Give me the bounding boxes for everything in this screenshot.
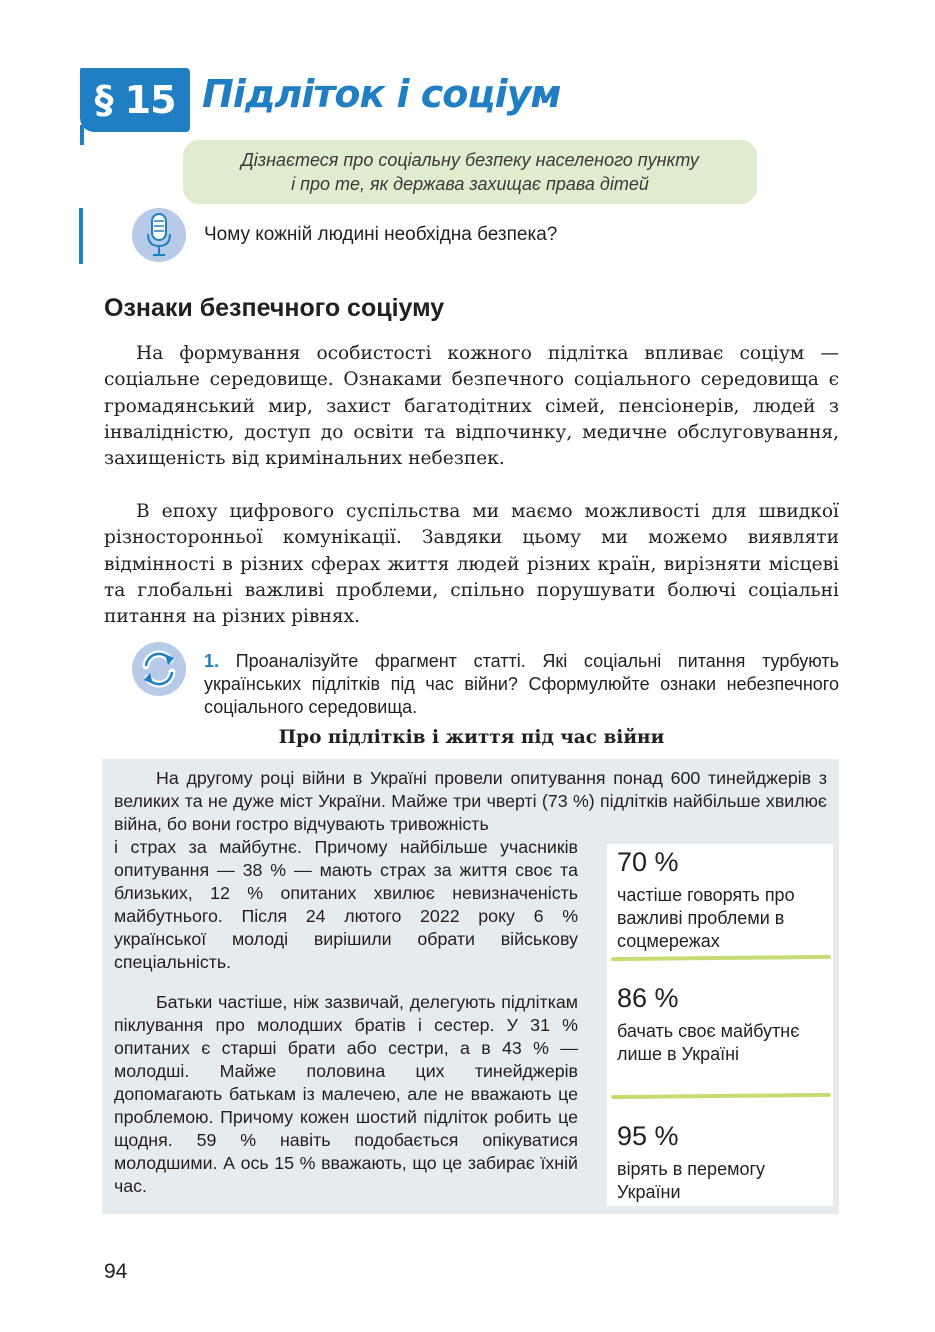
chapter-title: Підліток і соціум: [202, 72, 561, 116]
stat-description: вірять в перемогу України: [617, 1159, 766, 1202]
stat-value: 86 %: [617, 983, 679, 1013]
stat-item: [617, 982, 831, 1066]
body-paragraph-2: [104, 499, 839, 630]
refresh-arrows-icon: [132, 642, 186, 696]
task-1: [204, 650, 839, 719]
task-number: 1.: [204, 651, 220, 671]
stat-description: бачать своє майбутнє лише в Україні: [617, 1021, 800, 1064]
learning-goals-line-2: і про те, як держава захищає права дітей: [291, 174, 649, 194]
badge-tail-decoration: [80, 125, 84, 145]
left-accent-bar: [79, 208, 83, 264]
page-number: 94: [104, 1260, 128, 1283]
microphone-icon: [132, 208, 186, 262]
article-paragraph-1-cont-text: і страх за майбутнє. Причому найбільше учасників опитування — 38 % — мають страх за життя своє та близьких, 12 % опитаних хвилює невизначеність майбутнього. Після 24 лютого 2022 року 6 % української молоді вирішили обрати військову спеціальність.: [114, 837, 578, 972]
stat-value: 70 %: [617, 847, 679, 877]
task-text: Проаналізуйте фрагмент статті. Які соціальні питання турбують українських підлітків під час війни? Сформулюйте ознаки небезпечного соціального середовища.: [204, 651, 839, 717]
body-paragraph-2-text: В епоху цифрового суспільства ми маємо можливості для швидкої різносторонньої комунікації. Завдяки цьому ми можемо виявляти відмінності в різних сферах життя людей різних країн, вирізняти місцеві та глобальні важливі проблеми, спільно порушувати болючі соціальні питання на різних рівнях.: [104, 501, 839, 628]
stat-item: [617, 1120, 831, 1204]
body-paragraph-1: [104, 341, 839, 472]
article-paragraph-1-continued: [114, 836, 578, 974]
article-title: Про підлітків і життя під час війни: [278, 727, 665, 748]
paragraph-badge: § 15: [80, 68, 190, 132]
article-paragraph-2-text: Батьки частіше, ніж зазвичай, делегують підліткам піклування про молодших братів і сестер. У 31 % опитаних є старші брати або сестри, а в 43 % — молодші. Майже половина цих тинейджерів допомагають батькам із малечею, але не вважають це проблемою. Причому кожен шостий підліток робить це щодня. 59 % навіть подобається опікуватися молодшими. А ось 15 % вважають, що це забирає їхній час.: [114, 992, 578, 1196]
learning-goals-box: [183, 140, 757, 204]
opening-question: Чому кожній людині необхідна безпека?: [204, 224, 558, 245]
article-box: [102, 759, 839, 1214]
article-paragraph-1-text: На другому році війни в Україні провели опитування понад 600 тинейджерів з великих та не дуже міст України. Майже три чверті (73 %) підлітків найбільше хвилює війна, бо вони гостро відчувають тривожність: [114, 768, 827, 834]
stat-value: 95 %: [617, 1121, 679, 1151]
body-paragraph-1-text: На формування особистості кожного підлітка впливає соціум — соціальне середовище. Ознаками безпечного соціального середовища є громадянський мир, захист багатодітних сімей, пенсіонерів, людей з інвалідністю, доступ до освіти та відпочинку, медичне обслуговування, захищеність від кримінальних небезпек.: [104, 343, 839, 470]
stat-divider: [611, 1093, 831, 1099]
stats-sidebar: [607, 844, 833, 1206]
article-paragraph-2: [114, 991, 578, 1198]
stat-description: частіше говорять про важливі проблеми в соцмережах: [617, 885, 795, 951]
learning-goals-line-1: Дізнаєтеся про соціальну безпеку населеного пункту: [241, 150, 699, 170]
stat-item: [617, 846, 831, 953]
section-heading: Ознаки безпечного соціуму: [104, 294, 445, 322]
stat-divider: [611, 955, 831, 961]
article-paragraph-1: [114, 767, 827, 836]
